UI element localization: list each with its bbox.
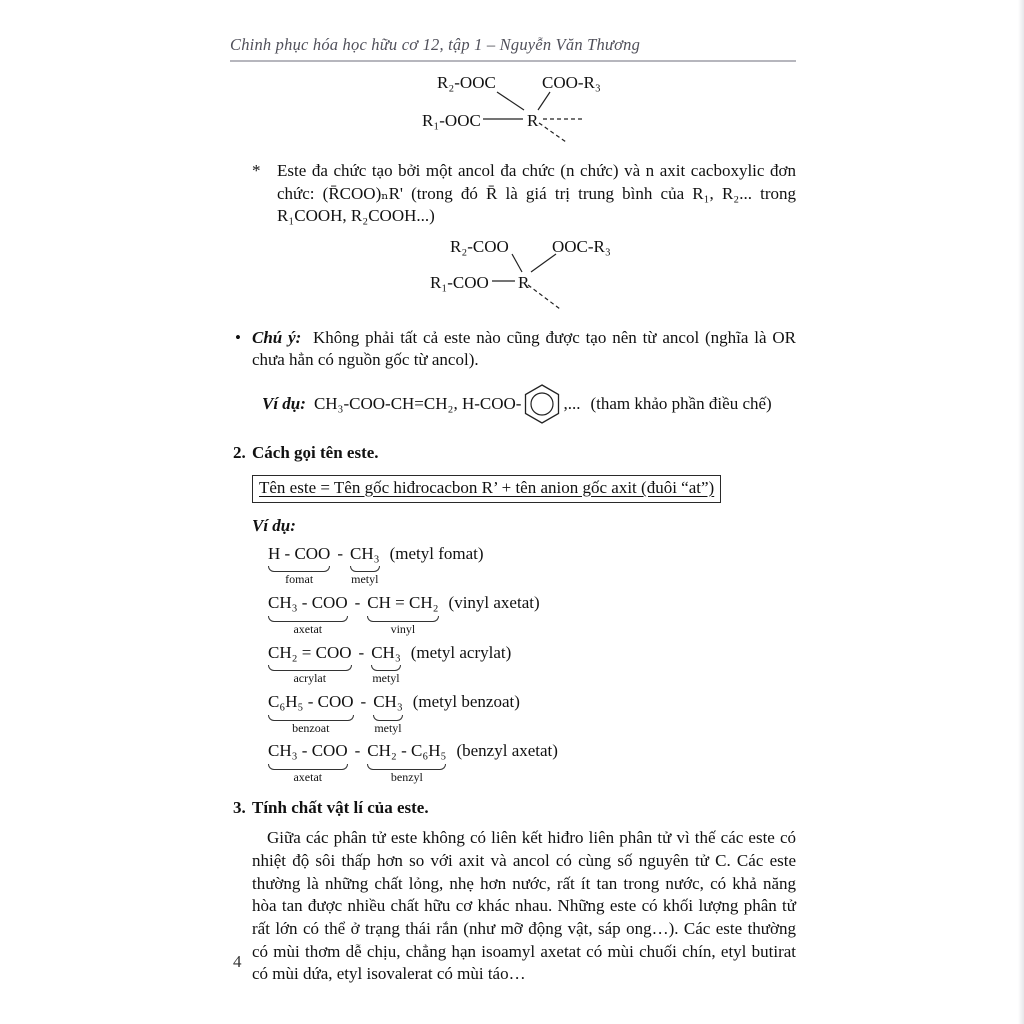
- acid-part-label: axetat: [293, 621, 323, 636]
- example-formulas: CH₃-COO-CH=CH₂, H-COO-: [313, 393, 522, 413]
- acid-part-label: acrylat: [293, 671, 327, 686]
- bond-separator: -: [354, 593, 361, 613]
- ester-example-row: [230, 740, 796, 784]
- section-number: 2.: [233, 442, 246, 462]
- page-number: 4: [233, 952, 242, 971]
- example-label: Ví dụ:: [262, 393, 306, 413]
- section-title: Cách gọi tên este.: [252, 442, 379, 462]
- substituent-top-left: R₂-OOC: [437, 72, 496, 92]
- ester-name: (benzyl axetat): [456, 741, 558, 761]
- acid-part-label: benzoat: [292, 720, 330, 735]
- alkyl-part-label: metyl: [351, 572, 379, 587]
- substituent-mid-left: R₁-COO: [430, 272, 489, 292]
- alkyl-part-formula: CH₃: [350, 543, 380, 563]
- acid-part-formula: H - COO: [268, 543, 331, 563]
- ester-name: (metyl fomat): [389, 543, 484, 563]
- note-text: Không phải tất cả este nào cũng được tạo nên từ ancol (nghĩa là OR chưa hẳn có nguồn gốc từ ancol).: [252, 327, 796, 370]
- bond-lines: [230, 236, 796, 311]
- ester-example-row: [230, 543, 796, 587]
- note-bullet: [230, 327, 796, 372]
- alkyl-part-formula: CH₂ - C₆H₅: [367, 741, 447, 761]
- section-heading-naming: [230, 442, 796, 465]
- underbrace: [367, 616, 438, 622]
- acid-part-formula: CH₂ = COO: [268, 642, 352, 662]
- alkyl-part-formula: CH₃: [371, 642, 401, 662]
- acid-part-formula: CH₃ - COO: [268, 593, 348, 613]
- bond-separator: -: [354, 741, 361, 761]
- polyester-note-text: Este đa chức tạo bởi một ancol đa chức (n chức) và n axit cacboxylic đơn chức: (R̄COO)ₙR' (trong đó R̄ là giá trị trung bình của R₁, R₂... trong R₁COOH, R₂COOH...): [277, 160, 796, 226]
- bond-separator: -: [360, 692, 367, 712]
- section-heading-physical-properties: [230, 797, 796, 820]
- example-tail: ,...: [563, 393, 581, 413]
- section-number: 3.: [233, 797, 246, 817]
- acid-part-label: axetat: [293, 770, 323, 785]
- alkyl-part-formula: CH = CH₂: [367, 593, 439, 613]
- polyester-note: [230, 160, 796, 228]
- running-header: Chinh phục hóa học hữu cơ 12, tập 1 – Nguyễn Văn Thương: [230, 35, 641, 54]
- section-title: Tính chất vật lí của este.: [252, 797, 429, 817]
- underbrace: [268, 715, 354, 721]
- bond-separator: -: [358, 642, 365, 662]
- central-carbon: R: [518, 272, 530, 292]
- alkyl-part-label: vinyl: [390, 621, 416, 636]
- substituent-top-right: COO-R₃: [542, 72, 601, 92]
- example-reference-note: (tham khảo phần điều chế): [590, 393, 772, 413]
- ester-name: (metyl acrylat): [410, 642, 512, 662]
- substituent-top-left: R₂-COO: [450, 236, 509, 256]
- note-label: Chú ý:: [252, 327, 302, 347]
- ester-example-row: [230, 592, 796, 636]
- bullet-marker: •: [235, 327, 241, 347]
- ester-structure-diagram-2: [230, 236, 796, 311]
- substituent-mid-left: R₁-OOC: [422, 110, 481, 130]
- examples-label: Ví dụ:: [252, 516, 296, 536]
- alkyl-part-label: metyl: [374, 720, 402, 735]
- alkyl-part-label: benzyl: [390, 770, 423, 785]
- acid-part-label: fomat: [285, 572, 314, 587]
- alkyl-part-formula: CH₃: [373, 692, 403, 712]
- naming-rule-box: [252, 475, 721, 504]
- alkyl-part-label: metyl: [372, 671, 400, 686]
- physical-properties-paragraph: Giữa các phân tử este không có liên kết hiđro liên phân tử vì thế các este có nhiệt độ sôi thấp hơn so với axit và ancol có cùng số nguyên tử C. Các este thường là những chất lỏng, nhẹ hơn nước, rất ít tan trong nước, có khả năng hòa tan được nhiều chất hữu cơ khác nhau. Những este có khối lượng phân tử rất lớn có thể ở trạng thái rắn (như mỡ động vật, sáp ong…). Các este thường có mùi thơm dễ chịu, chẳng hạn isoamyl axetat có mùi chuối chín, etyl butirat có mùi dứa, etyl isovalerat có mùi táo…: [252, 828, 796, 984]
- acid-part-formula: CH₃ - COO: [268, 741, 348, 761]
- asterisk-marker: *: [252, 160, 261, 180]
- example-formula-line: [230, 380, 796, 428]
- benzene-ring-icon: [522, 383, 562, 425]
- ester-name: (metyl benzoat): [412, 692, 520, 712]
- ester-example-row: [230, 691, 796, 735]
- bond-separator: -: [337, 543, 344, 563]
- ester-example-row: [230, 642, 796, 686]
- bond-lines: [230, 72, 796, 144]
- ester-structure-diagram-1: [230, 72, 796, 144]
- underbrace: [268, 616, 348, 622]
- ester-name: (vinyl axetat): [448, 593, 540, 613]
- underbrace: [373, 715, 403, 721]
- header-rule: [230, 60, 796, 62]
- page-content: [230, 34, 796, 986]
- acid-part-formula: C₆H₅ - COO: [268, 692, 354, 712]
- central-carbon: R: [527, 110, 539, 130]
- substituent-top-right: OOC-R₃: [552, 236, 611, 256]
- naming-rule-text: Tên este = Tên gốc hiđrocacbon R’ + tên anion gốc axit (đuôi “at”): [259, 477, 715, 497]
